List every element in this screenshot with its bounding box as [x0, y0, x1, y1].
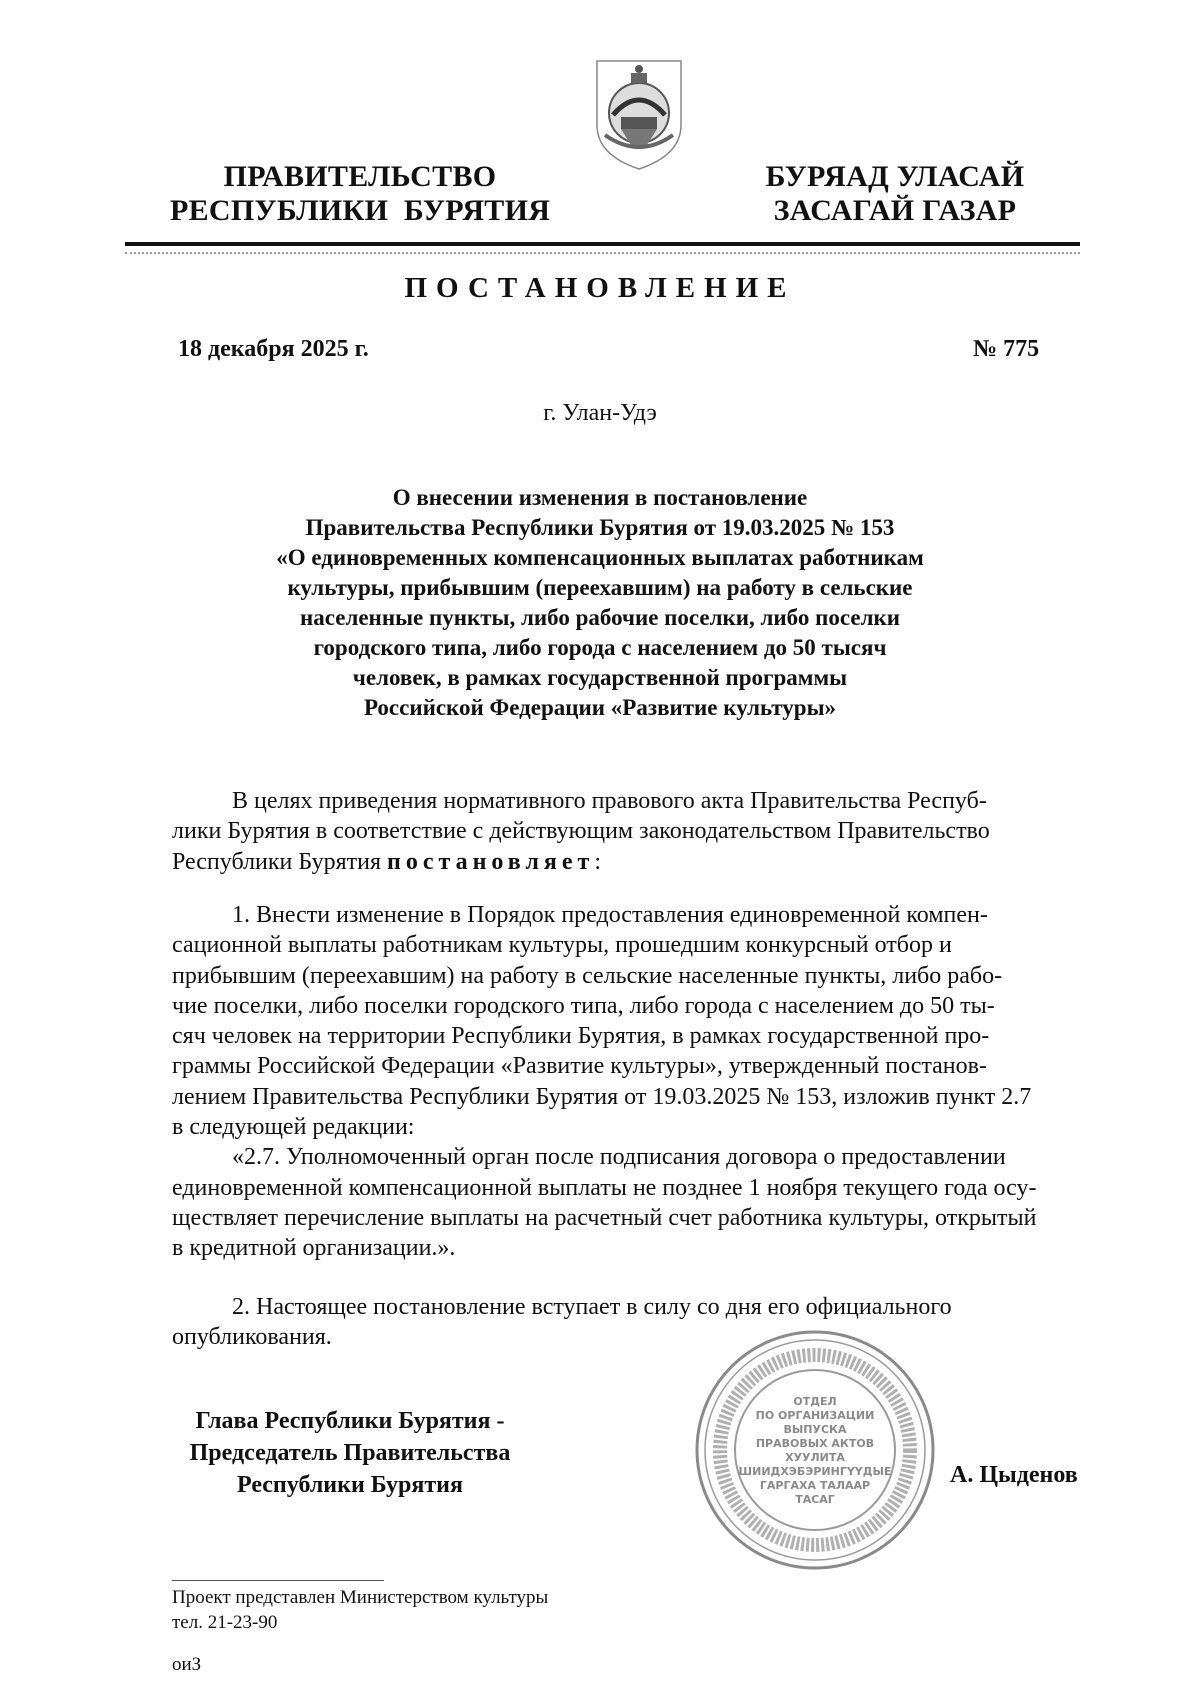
document-city: г. Улан-Удэ [543, 400, 657, 426]
document-subject [230, 483, 970, 723]
svg-text:ПРАВОВЫХ АКТОВ: ПРАВОВЫХ АКТОВ [755, 1437, 875, 1450]
clause-1 [172, 900, 1080, 1264]
signatory-position [160, 1405, 540, 1501]
preamble-line: В целях приведения нормативного правового акта Правительства Респуб- [232, 788, 987, 814]
subject-line: Правительства Республики Бурятия от 19.03.2025 № 153 [305, 515, 895, 540]
footnote-line: тел. 21-23-90 [172, 1612, 278, 1633]
clause2-line: опубликования. [172, 1324, 332, 1351]
signatory-position-line: Председатель Правительства [189, 1440, 511, 1466]
preamble-line: лики Бурятия в соответствие с действующим законодательством Правительство [172, 818, 990, 845]
svg-text:ТАСАГ: ТАСАГ [795, 1493, 835, 1506]
header-right-line1: БУРЯАД УЛАСАЙ [765, 160, 1025, 193]
subject-line: культуры, прибывшим (переехавшим) на работу в сельские [287, 575, 913, 600]
footnote-line: Проект представлен Министерством культуры [172, 1587, 549, 1608]
quote-line: единовременной компенсационной выплаты не позднее 1 ноября текущего года осу- [172, 1174, 1037, 1201]
clause-2 [172, 1292, 1080, 1353]
svg-text:ХУУЛИТА: ХУУЛИТА [785, 1451, 845, 1464]
clause1-line: 1. Внести изменение в Порядок предоставления единовременной компен- [232, 902, 988, 928]
clause1-line: сационной выплаты работникам культуры, прошедшим конкурсный отбор и [172, 932, 952, 959]
svg-text:ОТДЕЛ: ОТДЕЛ [793, 1395, 837, 1408]
header-org-name-ru [170, 160, 550, 228]
preamble-line3-start: Республики Бурятия [172, 848, 387, 875]
footnote [172, 1585, 548, 1635]
svg-text:ГАРГАХА ТАЛААР: ГАРГАХА ТАЛААР [759, 1479, 871, 1492]
clause1-line: в следующей редакции: [172, 1114, 415, 1141]
header-left-line2: РЕСПУБЛИКИ БУРЯТИЯ [170, 194, 551, 227]
clause1-line: сяч человек на территории Республики Бурятия, в рамках государственной про- [172, 1023, 990, 1050]
signatory-position-line: Глава Республики Бурятия - [195, 1408, 505, 1434]
signatory-name: А. Цыденов [950, 1462, 1078, 1488]
document-code: оиЗ [172, 1654, 202, 1675]
subject-line: «О единовременных компенсационных выплатах работникам [276, 545, 924, 570]
subject-line: городского типа, либо города с населением до 50 тысяч [313, 635, 887, 660]
coat-of-arms-emblem [591, 55, 687, 173]
preamble-paragraph [172, 786, 1080, 877]
preamble-decree-word: постановляет [387, 848, 595, 875]
preamble-line [172, 847, 1080, 877]
svg-text:ПО ОРГАНИЗАЦИИ: ПО ОРГАНИЗАЦИИ [755, 1409, 875, 1422]
seal-stamp-icon [690, 1325, 940, 1575]
subject-line: населенные пункты, либо рабочие поселки, либо поселки [300, 605, 900, 630]
preamble-line3-end: : [594, 848, 601, 875]
header-right-line2: ЗАСАГАЙ ГАЗАР [773, 194, 1017, 227]
quote-line: «2.7. Уполномоченный орган после подписания договора о предоставлении [232, 1144, 1006, 1171]
signatory-position-line: Республики Бурятия [236, 1472, 463, 1498]
clause2-line: 2. Настоящее постановление вступает в силу со дня его официального [232, 1294, 952, 1320]
document-date: 18 декабря 2025 г. [178, 336, 369, 362]
quote-line: в кредитной организации.». [172, 1235, 456, 1262]
header-left-line1: ПРАВИТЕЛЬСТВО [223, 160, 497, 193]
document-title: ПОСТАНОВЛЕНИЕ [404, 272, 796, 304]
clause1-line: чие поселки, либо поселки городского типа, либо города с населением до 50 ты- [172, 992, 995, 1019]
footnote-divider [172, 1580, 384, 1581]
clause1-line: прибывшим (переехавшим) на работу в сельские населенные пункты, либо рабо- [172, 962, 1003, 989]
header-org-name-bua [745, 160, 1045, 228]
header-divider-thin [125, 252, 1080, 254]
subject-line: человек, в рамках государственной программы [352, 665, 848, 690]
subject-line: О внесении изменения в постановление [392, 485, 808, 510]
svg-text:ВЫПУСКА: ВЫПУСКА [783, 1423, 847, 1436]
header-divider-thick [125, 242, 1080, 246]
document-number: № 775 [973, 336, 1040, 362]
clause1-line: лением Правительства Республики Бурятия от 19.03.2025 № 153, изложив пункт 2.7 [172, 1083, 1032, 1110]
subject-line: Российской Федерации «Развитие культуры» [363, 695, 837, 720]
clause1-line: граммы Российской Федерации «Развитие культуры», утвержденный постанов- [172, 1053, 987, 1080]
republic-coat-of-arms-icon [591, 55, 687, 173]
official-seal [690, 1325, 940, 1575]
quote-line: ществляет перечисление выплаты на расчетный счет работника культуры, открытый [172, 1204, 1037, 1231]
svg-text:ШИИДХЭБЭРИНГҮҮДЫЕ: ШИИДХЭБЭРИНГҮҮДЫЕ [738, 1465, 892, 1478]
